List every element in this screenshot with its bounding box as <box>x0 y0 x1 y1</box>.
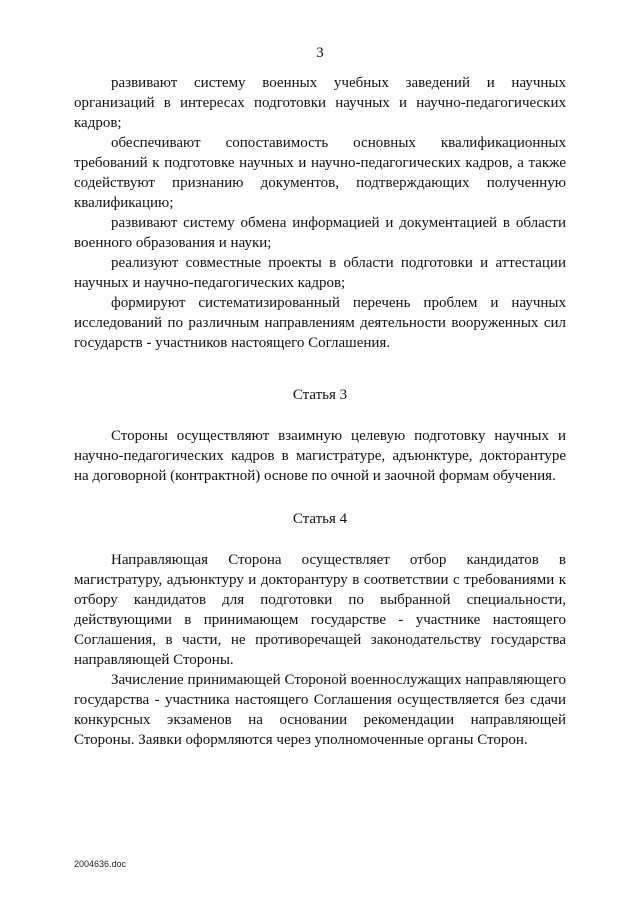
article-3-heading: Статья 3 <box>292 387 348 403</box>
paragraph: Зачисление принимающей Стороной военнослужащих направляющего государства - участника настоящего Соглашения осуществляется без сдачи конкурсных экзаменов на основании рекомендации направляющей Стороны. Заявки оформляются через уполномоченные органы Сторон. <box>74 672 566 748</box>
paragraph: развивают систему обмена информацией и документацией в области военного образования и науки; <box>74 215 566 251</box>
article-4-body <box>74 550 566 750</box>
paragraph: Направляющая Сторона осуществляет отбор кандидатов в магистратуру, адъюнктуру и докторантуру в соответствии с требованиями к отбору кандидатов для подготовки по выбранной специальности, действующими в принимающем государстве - участнике настоящего Соглашения, в части, не противоречащей законодательству государства направляющей Стороны. <box>74 552 566 668</box>
article-3-body <box>74 426 566 486</box>
paragraph: реализуют совместные проекты в области подготовки и аттестации научных и научно-педагогических кадров; <box>74 255 566 291</box>
article-4-heading: Статья 4 <box>292 511 348 527</box>
paragraph: Стороны осуществляют взаимную целевую подготовку научных и научно-педагогических кадров в магистратуре, адъюнктуре, докторантуре на договорной (контрактной) основе по очной и заочной формам обучения. <box>74 428 566 484</box>
file-name-footer: 2004636.doc <box>74 859 127 869</box>
duties-list <box>74 73 566 353</box>
page-number: 3 <box>316 45 324 61</box>
paragraph: формируют систематизированный перечень проблем и научных исследований по различным направлениям деятельности вооруженных сил государств - участников настоящего Соглашения. <box>74 295 566 351</box>
paragraph: развивают систему военных учебных заведений и научных организаций в интересах подготовки научных и научно-педагогических кадров; <box>74 75 566 131</box>
paragraph: обеспечивают сопоставимость основных квалификационных требований к подготовке научных и научно-педагогических кадров, а также содействуют признанию документов, подтверждающих полученную квалификацию; <box>74 135 566 211</box>
